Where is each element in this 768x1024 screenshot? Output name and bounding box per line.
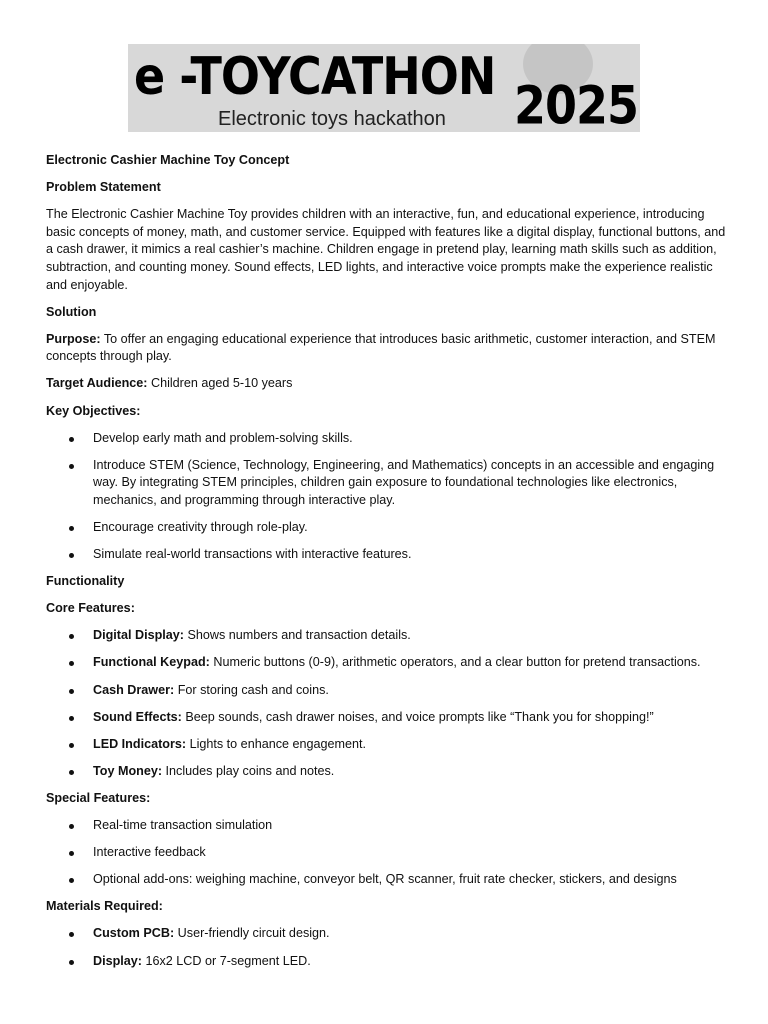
functionality-heading: Functionality (46, 574, 125, 589)
audience-paragraph: Target Audience: Children aged 5-10 years (46, 376, 293, 391)
list-item: Functional Keypad: Numeric buttons (0-9), arithmetic operators, and a clear button for pretend transactions. (93, 654, 726, 672)
document-title: Electronic Cashier Machine Toy Concept (46, 153, 290, 167)
banner-title: e -TOYCATHON (134, 46, 496, 107)
purpose-paragraph: Purpose: To offer an engaging educational experience that introduces basic arithmetic, customer interaction, and STEM concepts through play. (46, 331, 716, 364)
document-body (46, 152, 726, 980)
objectives-heading: Key Objectives: (46, 403, 141, 418)
objectives-list (46, 430, 726, 564)
banner-year: 2025 (514, 74, 639, 132)
core-features-list (46, 627, 726, 780)
list-item: Optional add-ons: weighing machine, conveyor belt, QR scanner, fruit rate checker, stickers, and designs (93, 871, 726, 889)
list-item: Digital Display: Shows numbers and transaction details. (93, 627, 726, 645)
special-features-heading: Special Features: (46, 790, 151, 805)
list-item: Develop early math and problem-solving skills. (93, 430, 726, 448)
problem-text: The Electronic Cashier Machine Toy provides children with an interactive, fun, and educational experience, introducing basic concepts of money, math, and customer service. Equipped with features like a digital display, functional buttons, and a cash drawer, it mimics a real cashier’s machine. Children engage in pretend play, learning math skills such as addition, subtraction, and counting money. Sound effects, LED lights, and interactive voice prompts make the experience realistic and enjoyable. (46, 207, 726, 292)
list-item: Sound Effects: Beep sounds, cash drawer noises, and voice prompts like “Thank you for shopping!” (93, 709, 726, 727)
list-item: LED Indicators: Lights to enhance engagement. (93, 736, 726, 754)
list-item: Interactive feedback (93, 844, 726, 862)
core-features-heading: Core Features: (46, 601, 135, 616)
list-item: Real-time transaction simulation (93, 817, 726, 835)
list-item: Cash Drawer: For storing cash and coins. (93, 682, 726, 700)
list-item: Toy Money: Includes play coins and notes. (93, 763, 726, 781)
banner-subtitle: Electronic toys hackathon (218, 108, 446, 130)
list-item: Introduce STEM (Science, Technology, Engineering, and Mathematics) concepts in an accessible and engaging way. By integrating STEM principles, children gain exposure to foundational technologies like electronics, mechanics, and programming through interactive play. (93, 457, 726, 510)
list-item: Custom PCB: User-friendly circuit design. (93, 925, 726, 943)
list-item: Encourage creativity through role-play. (93, 519, 726, 537)
problem-heading: Problem Statement (46, 180, 161, 195)
list-item: Display: 16x2 LCD or 7-segment LED. (93, 953, 726, 971)
list-item: Simulate real-world transactions with interactive features. (93, 546, 726, 564)
solution-heading: Solution (46, 304, 97, 319)
materials-heading: Materials Required: (46, 899, 163, 914)
special-features-list (46, 817, 726, 889)
materials-list (46, 925, 726, 970)
toycathon-banner (128, 44, 640, 132)
